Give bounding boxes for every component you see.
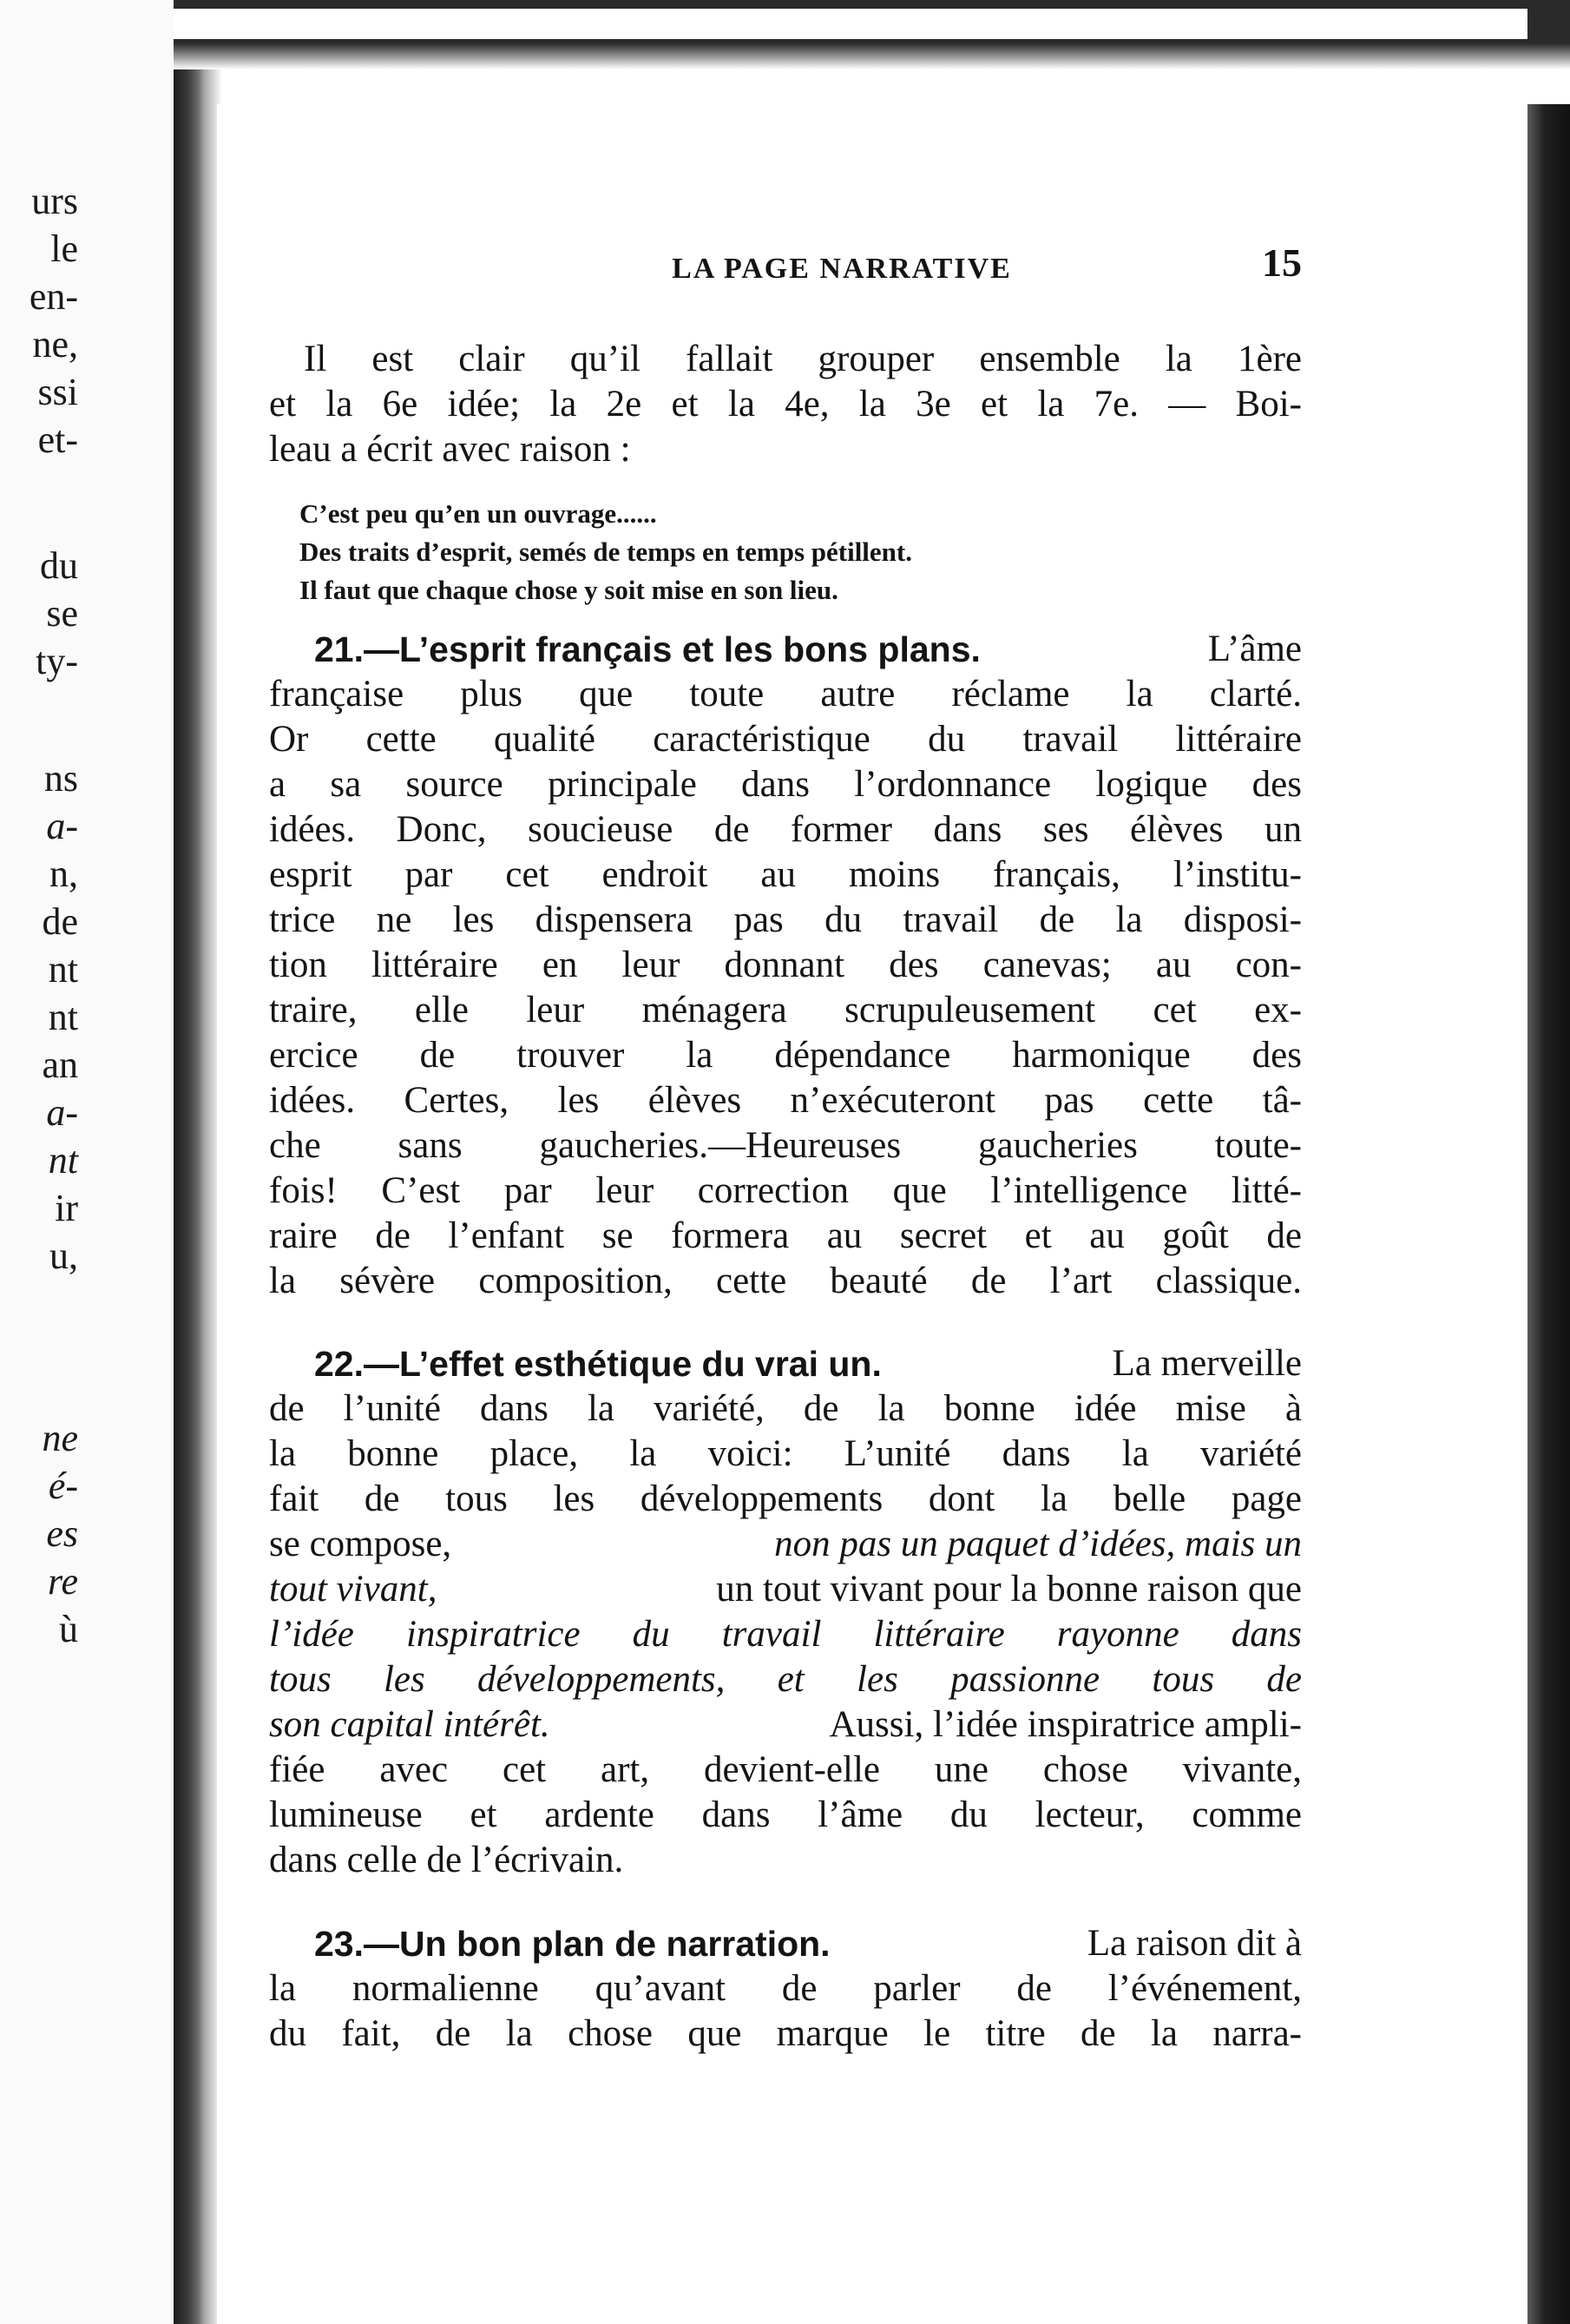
page-number: 15 — [1262, 240, 1302, 285]
fragment-line: ssi — [37, 371, 78, 413]
italic-phrase: non pas un paquet d’idées, mais un — [774, 1524, 1302, 1564]
page-right-edge — [1527, 104, 1570, 2324]
quote-line: Des traits d’esprit, semés de temps en temps pétillent. — [299, 537, 912, 567]
text-line — [269, 1259, 1302, 1304]
text-line — [269, 1567, 1302, 1612]
fragment-line: ne, — [32, 323, 78, 365]
text-line — [269, 1214, 1302, 1259]
text-line-content: traire, elle leur ménagera scrupuleusement cet ex- — [269, 990, 1302, 1030]
text-line — [269, 427, 1302, 472]
fragment-line: ir — [55, 1187, 78, 1229]
fragment-line: a- — [46, 805, 78, 847]
book-spine — [174, 69, 208, 2324]
text-line-content: fait de tous les développements dont la belle page — [269, 1478, 1302, 1519]
section-22 — [269, 1341, 1302, 1883]
text-line — [269, 1386, 1302, 1432]
fragment-line: re — [47, 1560, 78, 1603]
fragment-line: es — [46, 1512, 78, 1555]
fragment-line: ty- — [36, 640, 78, 682]
text-line-content: fiée avec cet art, devient-elle une chose vivante, — [269, 1749, 1302, 1790]
text-line — [269, 1612, 1302, 1657]
fragment-line: ne — [42, 1417, 78, 1459]
fragment-line: en- — [29, 275, 78, 318]
text-line-content: se compose, — [269, 1524, 452, 1564]
text-line-content: française plus que toute autre réclame la clarté. — [269, 674, 1302, 714]
intro-paragraph — [269, 337, 1302, 472]
text-line-content: la sévère composition, cette beauté de l’art classique. — [269, 1261, 1302, 1301]
fragment-line: u, — [49, 1234, 78, 1277]
fragment-line: a- — [46, 1091, 78, 1134]
section-heading: 23.—Un bon plan de narration. — [314, 1924, 831, 1964]
text-line — [269, 943, 1302, 988]
text-line — [269, 853, 1302, 898]
text-line — [269, 762, 1302, 807]
text-line-content: leau a écrit avec raison : — [269, 429, 631, 470]
text-line — [269, 337, 1302, 382]
text-line-content: Or cette qualité caractéristique du travail littéraire — [269, 719, 1302, 760]
text-line-content: esprit par cet endroit au moins français, l’institu- — [269, 854, 1302, 895]
fragment-line: ù — [59, 1608, 78, 1650]
text-line-content: La merveille — [1112, 1343, 1302, 1384]
text-line — [269, 1477, 1302, 1522]
fragment-line: é- — [48, 1465, 78, 1507]
text-line — [269, 1702, 1302, 1748]
text-line-content: de l’unité dans la variété, de la bonne idée mise à — [269, 1388, 1302, 1429]
scan-top-border — [0, 0, 1570, 69]
text-line-content: raire de l’enfant se formera au secret et au goût de — [269, 1215, 1302, 1256]
text-line — [269, 1522, 1302, 1567]
text-line-content: la bonne place, la voici: L’unité dans la variété — [269, 1433, 1302, 1474]
text-line — [269, 1748, 1302, 1793]
text-line — [269, 1123, 1302, 1169]
text-line-content: dans celle de l’écrivain. — [269, 1840, 624, 1880]
text-line-content: ercice de trouver la dépendance harmonique des — [269, 1035, 1302, 1076]
text-line-content: a sa source principale dans l’ordonnance logique des — [269, 764, 1302, 805]
text-line — [269, 1432, 1302, 1477]
text-line-content: che sans gaucheries.—Heureuses gaucheries toute- — [269, 1125, 1302, 1166]
text-line-content: lumineuse et ardente dans l’âme du lecteur, comme — [269, 1794, 1302, 1835]
facing-page-fragment — [0, 0, 174, 2324]
section-23 — [269, 1921, 1302, 2057]
quote-line: Il faut que chaque chose y soit mise en son lieu. — [299, 575, 838, 605]
text-line — [269, 898, 1302, 943]
text-line-content: La raison dit à — [1087, 1923, 1302, 1964]
section-heading: 21.—L’esprit français et les bons plans. — [314, 629, 981, 669]
text-line-content: idées. Certes, les élèves n’exécuteront pas cette tâ- — [269, 1080, 1302, 1121]
section-heading-line — [269, 627, 1302, 672]
fragment-line: urs — [31, 180, 78, 222]
fragment-line: nt — [48, 948, 78, 991]
running-head: LA PAGE NARRATIVE — [672, 253, 1012, 285]
text-line — [269, 807, 1302, 853]
text-line-content: et la 6e idée; la 2e et la 4e, la 3e et la 7e. — Boi- — [269, 384, 1302, 425]
text-line — [269, 1657, 1302, 1702]
fragment-line: nt — [48, 996, 78, 1038]
text-line-content: tion littéraire en leur donnant des canevas; au con- — [269, 945, 1302, 985]
text-line — [269, 717, 1302, 762]
fragment-line: de — [42, 900, 78, 943]
section-heading-line — [269, 1341, 1302, 1386]
text-line-content: fois! C’est par leur correction que l’intelligence litté- — [269, 1170, 1302, 1211]
fragment-line: nt — [48, 1139, 78, 1182]
text-line — [269, 988, 1302, 1033]
quote-line: C’est peu qu’en un ouvrage...... — [299, 498, 657, 529]
fragment-line: le — [50, 227, 78, 270]
text-line — [269, 1966, 1302, 2011]
text-line-content: du fait, de la chose que marque le titre de la narra- — [269, 2013, 1302, 2054]
text-line — [269, 382, 1302, 427]
fragment-line: et- — [37, 418, 78, 461]
italic-phrase: son capital intérêt. — [269, 1704, 550, 1745]
text-line — [269, 1838, 1302, 1883]
fragment-line: n, — [49, 853, 78, 895]
text-line — [269, 1033, 1302, 1078]
italic-phrase: l’idée inspiratrice du travail littéraire rayonne dans — [269, 1614, 1302, 1655]
text-line-content: idées. Donc, soucieuse de former dans ses élèves un — [269, 809, 1302, 850]
text-line-content: Il est clair qu’il fallait grouper ensemble la 1ère — [304, 339, 1302, 379]
italic-phrase: tout vivant, — [269, 1569, 437, 1610]
text-line-content: la normalienne qu’avant de parler de l’événement, — [269, 1968, 1302, 2009]
text-line-content: L’âme — [1207, 629, 1302, 669]
fragment-line: an — [42, 1043, 78, 1086]
text-line-content: trice ne les dispensera pas du travail de la disposi- — [269, 899, 1302, 940]
section-21 — [269, 627, 1302, 1304]
boileau-quote — [299, 495, 1297, 609]
text-line-content: un tout vivant pour la bonne raison que — [716, 1569, 1302, 1610]
section-heading-line — [269, 1921, 1302, 1966]
text-line-content: Aussi, l’idée inspiratrice ampli- — [829, 1704, 1302, 1745]
text-line — [269, 1793, 1302, 1838]
text-line — [269, 672, 1302, 717]
fragment-line: du — [40, 544, 78, 587]
text-line — [269, 1169, 1302, 1214]
fragment-line: ns — [43, 757, 78, 800]
fragment-line: se — [46, 592, 78, 635]
text-line — [269, 1078, 1302, 1123]
text-line — [269, 2011, 1302, 2057]
italic-phrase: tous les développements, et les passionne tous de — [269, 1659, 1302, 1700]
section-heading: 22.—L’effet esthétique du vrai un. — [314, 1344, 882, 1384]
